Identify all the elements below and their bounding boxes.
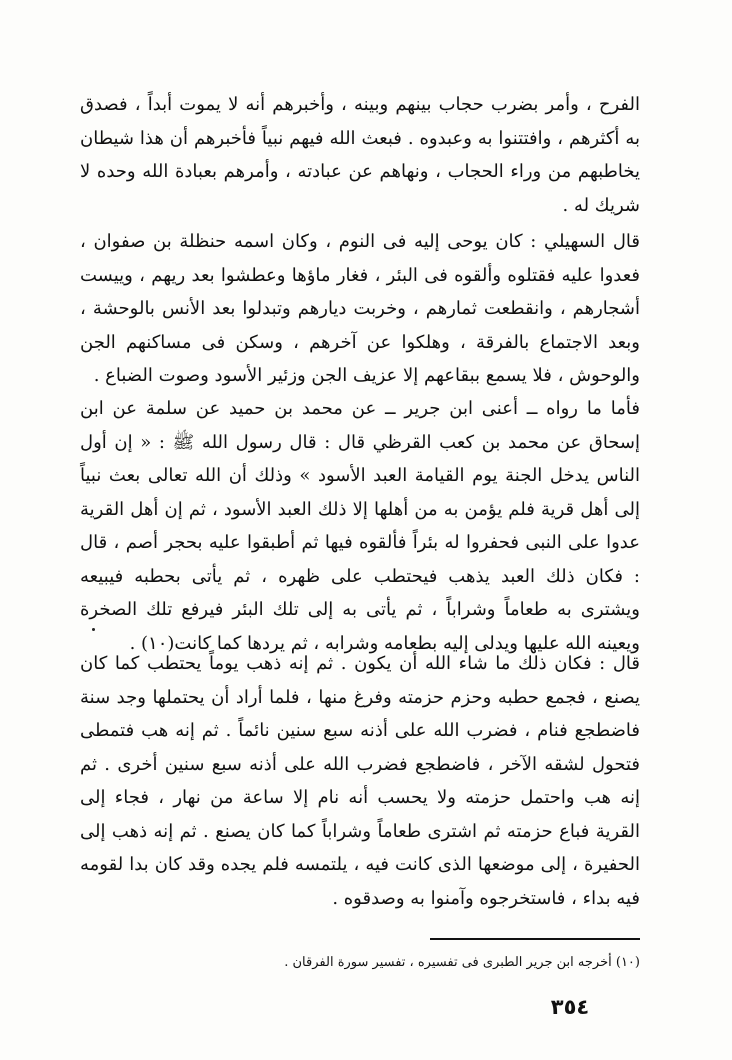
print-speck (92, 628, 95, 631)
page-number: ٣٥٤ (550, 995, 590, 1019)
paragraph-2: قال السهيلي : كان يوحى إليه فى النوم ، وكان اسمه حنظلة بن صفوان ، فعدوا عليه فقتلوه وألقوه فى البئر ، فغار ماؤها وعطشوا بعد ريهم ، وييست أشجارهم ، وانقطعت ثمارهم ، وخربت ديارهم وتبدلوا بعد الأنس بالوحشة ، وبعد الاجتماع بالفرقة ، وهلكوا عن آخرهم ، وسكن فى مساكنهم الجن والوحوش ، فلا يسمع ببقاعهم إلا عزيف الجن وزئير الأسود وصوت الضباع . (80, 231, 640, 386)
footnote: (١٠) أخرجه ابن جرير الطبرى فى تفسيره ، تفسير سورة الفرقان . (284, 955, 640, 970)
footnote-divider (430, 938, 640, 940)
paragraph-1: الفرح ، وأمر بضرب حجاب بينهم وبينه ، وأخبرهم أنه لا يموت أبداً ، فصدق به أكثرهم ، وافتتنوا به وعبدوه . فبعث الله فيهم نبياً فأخبرهم أن هذا شيطان يخاطبهم من وراء الحجاب ، ونهاهم عن عبادته ، وأمرهم بعبادة الله وحده لا شريك له . (80, 94, 640, 216)
paragraph-4: قال : فكان ذلك ما شاء الله أن يكون . ثم إنه ذهب يوماً يحتطب كما كان يصنع ، فجمع حطبه وحزم حزمته وفرغ منها ، فلما أراد أن يحتملها وجد سنة فاضطجع فنام ، فضرب الله على أذنه سبع سنين نائماً . ثم إنه هب فتمطى فتحول لشقه الآخر ، فاضطجع فضرب الله على أذنه سبع سنين أخرى . ثم إنه هب واحتمل حزمته ولا يحسب أنه نام إلا ساعة من نهار ، فجاء إلى القرية فباع حزمته ثم اشترى طعاماً وشراباً كما كان يصنع . ثم إنه ذهب إلى الحفيرة ، إلى موضعها الذى كانت فيه ، يلتمسه فلم يجده وقد كان بدا لقومه فيه بداء ، فاستخرجوه وآمنوا به وصدقوه . (80, 653, 640, 909)
paragraph-3: فأما ما رواه ــ أعنى ابن جرير ــ عن محمد بن حميد عن سلمة عن ابن إسحاق عن محمد بن كعب القرظي قال : قال رسول الله ﷺ : « إن أول الناس يدخل الجنة يوم القيامة العبد الأسود » وذلك أن الله تعالى بعث نبياً إلى أهل قرية فلم يؤمن به من أهلها إلا ذلك العبد الأسود ، ثم إن أهل القرية عدوا على النبى فحفروا له بئراً فألقوه فيها ثم أطبقوا عليه بحجر أصم ، قال : فكان ذلك العبد يذهب فيحتطب على ظهره ، ثم يأتى بحطبه فيبيعه ويشترى به طعاماً وشراباً ، ثم يأتى به إلى تلك البئر فيرفع تلك الصخرة ويعينه الله عليها ويدلى إليه بطعامه وشرابه ، ثم يردها كما كانت(١٠) . (80, 398, 640, 654)
